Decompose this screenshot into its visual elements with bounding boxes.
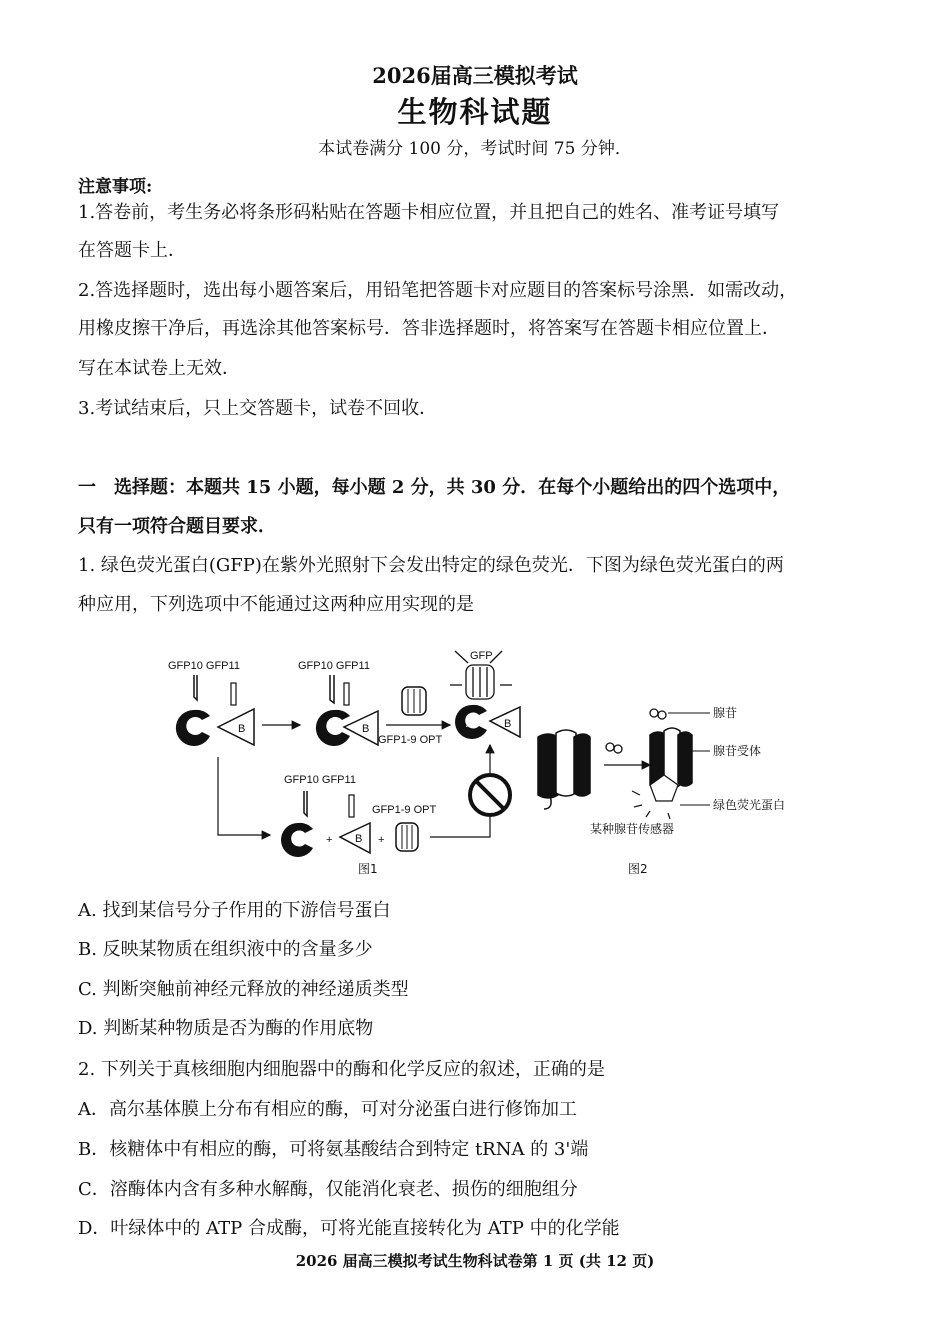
protein-b-icon-1: [218, 709, 254, 745]
q2-option-a: A．高尔基体膜上分布有相应的酶，可对分泌蛋白进行修饰加工: [78, 1099, 577, 1120]
note-line-2: 在答题卡上．: [78, 240, 186, 261]
fig2-gfp-label: 绿色荧光蛋白: [713, 798, 786, 812]
fig1-gfp10-gfp11-label-3: GFP10 GFP11: [284, 774, 356, 786]
gfp10-tag-1: [194, 675, 197, 700]
prohibited-icon: [470, 775, 510, 815]
gfp11-tag-1: [231, 683, 236, 705]
protein-b-label-4: B: [355, 833, 363, 845]
protein-a-label-4: A: [292, 834, 300, 846]
notes-heading: 注意事项:: [78, 177, 153, 197]
protein-a-icon-2: [281, 823, 313, 857]
note-line-3: 2.答选择题时，选出每小题答案后，用铅笔把答题卡对应题目的答案标号涂黑．如需改动，: [78, 280, 798, 301]
q1-option-c: C. 判断突触前神经元释放的神经递质类型: [78, 979, 409, 1000]
gfp1-9-barrel-icon-1: [402, 687, 426, 715]
receptor-barrel-icon-1: [538, 730, 590, 809]
q1-figure-svg: [150, 645, 800, 885]
complex-ab-icon-1: [316, 710, 378, 746]
protein-b-label-2: B: [362, 723, 370, 735]
q1-figure: [150, 645, 800, 885]
fig2-caption: 图2: [628, 862, 648, 876]
note-line-5: 写在本试卷上无效．: [78, 358, 240, 379]
protein-b-label-3: B: [504, 718, 512, 730]
fig1-plus-2: +: [378, 834, 385, 846]
q1-stem-line-1: 1. 绿色荧光蛋白(GFP)在紫外光照射下会发出特定的绿色荧光．下图为绿色荧光蛋白的两: [78, 555, 784, 576]
protein-a-icon-1: [176, 710, 210, 746]
fig1-plus-1: +: [326, 834, 333, 846]
adenosine-molecule-icon-1: [606, 743, 622, 753]
q1-option-a: A. 找到某信号分子作用的下游信号蛋白: [78, 900, 391, 921]
fig1-gfp-label: GFP: [470, 650, 493, 662]
protein-b-label-1: B: [238, 723, 246, 735]
protein-a-label-3: A: [466, 718, 474, 730]
q2-option-b: B．核糖体中有相应的酶，可将氨基酸结合到特定 tRNA 的 3'端: [78, 1139, 589, 1160]
section-heading-line-1: 一 选择题：本题共 15 小题，每小题 2 分，共 30 分．在每个小题给出的四个选项中，: [78, 477, 791, 498]
gfp10-tag-2: [330, 675, 334, 703]
sensor-gfp-icon: [632, 775, 678, 819]
protein-a-label-1: A: [188, 723, 196, 735]
fig1-gfp10-gfp11-label-1: GFP10 GFP11: [168, 660, 240, 672]
note-line-6: 3.考试结束后，只上交答题卡，试卷不回收．: [78, 398, 438, 419]
complex-ab-icon-2: [455, 705, 520, 739]
subject-title: 生物科试题: [397, 95, 553, 129]
fig2-receptor-label: 腺苷受体: [713, 744, 762, 758]
fig1-gfp10-gfp11-label-2: GFP10 GFP11: [298, 660, 370, 672]
sensor-receptor-icon: [650, 728, 692, 788]
fig2-sensor-caption: 某种腺苷传感器: [590, 822, 675, 836]
gfp1-9-barrel-icon-2: [396, 823, 418, 851]
note-line-4: 用橡皮擦干净后，再选涂其他答案标号．答非选择题时，将答案写在答题卡相应位置上．: [78, 318, 780, 339]
page-footer: 2026 届高三模拟考试生物科试卷第 1 页 (共 12 页): [295, 1252, 655, 1270]
exam-info: 本试卷满分 100 分，考试时间 75 分钟．: [318, 139, 632, 159]
fig1-blocked-path: [430, 817, 490, 837]
fig1-gfp1-9-label-2: GFP1-9 OPT: [372, 804, 437, 816]
adenosine-molecule-icon-2: [650, 709, 666, 719]
fig1-gfp1-9-label-1: GFP1-9 OPT: [378, 734, 443, 746]
gfp11-tag-3: [349, 795, 354, 817]
section-heading-line-2: 只有一项符合题目要求．: [78, 516, 276, 537]
fig1-arrow-3: [218, 757, 270, 835]
q1-stem-line-2: 种应用，下列选项中不能通过这两种应用实现的是: [78, 594, 474, 615]
protein-b-icon-2: [340, 823, 370, 853]
exam-title: 2026届高三模拟考试: [372, 63, 578, 88]
fig1-caption: 图1: [358, 862, 378, 876]
gfp11-tag-2: [344, 683, 349, 705]
protein-a-label-2: A: [328, 723, 336, 735]
q2-stem: 2. 下列关于真核细胞内细胞器中的酶和化学反应的叙述，正确的是: [78, 1059, 605, 1080]
q1-option-b: B. 反映某物质在组织液中的含量多少: [78, 939, 373, 960]
q1-option-d: D. 判断某种物质是否为酶的作用底物: [78, 1018, 374, 1039]
fig2-adenosine-label: 腺苷: [713, 706, 738, 720]
q2-option-d: D．叶绿体中的 ATP 合成酶，可将光能直接转化为 ATP 中的化学能: [78, 1218, 620, 1239]
q2-option-c: C．溶酶体内含有多种水解酶，仅能消化衰老、损伤的细胞组分: [78, 1179, 578, 1200]
gfp10-tag-3: [304, 791, 307, 816]
note-line-1: 1.答卷前，考生务必将条形码粘贴在答题卡相应位置，并且把自己的姓名、准考证号填写: [78, 202, 780, 223]
